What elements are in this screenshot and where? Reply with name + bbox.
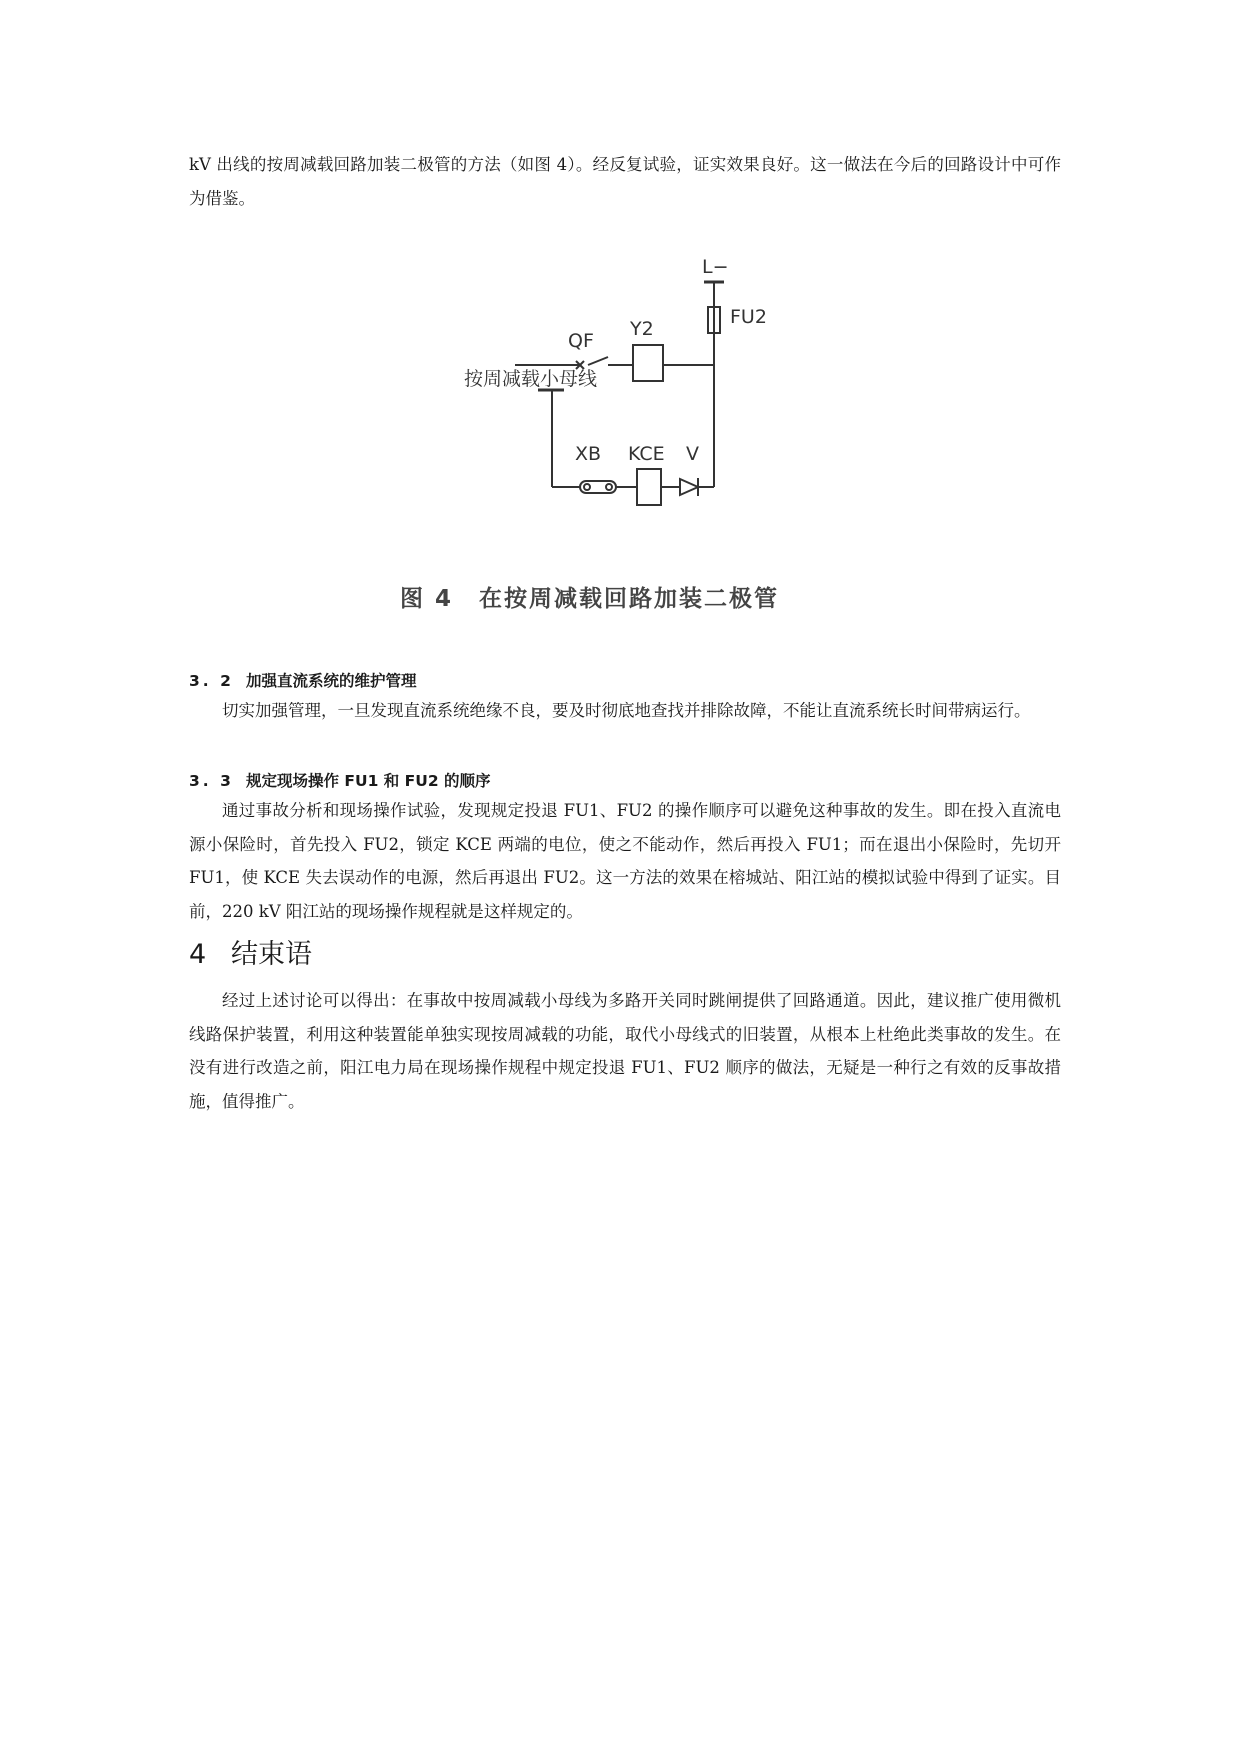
label-coil: Y2: [630, 318, 654, 340]
circuit-diagram-figure-4: [440, 255, 860, 520]
heading-4-title: 结束语: [231, 939, 312, 970]
link-xb-symbol: [580, 481, 616, 493]
heading-4: [189, 938, 312, 972]
label-relay: KCE: [628, 443, 665, 465]
label-bus: L−: [702, 256, 729, 278]
diode-v-symbol: [680, 478, 698, 496]
heading-3-2: [189, 670, 417, 692]
relay-kce-symbol: [637, 469, 661, 505]
paragraph-3-2: 切实加强管理，一旦发现直流系统绝缘不良，要及时彻底地查找并排除故障，不能让直流系统长时间带病运行。: [222, 701, 1031, 720]
heading-3-3-number: 3. 3: [189, 772, 234, 790]
caption-number: 图 4: [400, 586, 454, 612]
label-small-bus: 按周减载小母线: [464, 368, 598, 390]
heading-3-3: [189, 770, 491, 792]
heading-4-number: 4: [189, 939, 207, 970]
caption-text: 在按周减载回路加装二极管: [479, 586, 780, 612]
paragraph-4: 经过上述讨论可以得出：在事故中按周减载小母线为多路开关同时跳闸提供了回路通道。因此，建议推广使用微机线路保护装置，利用这种装置能单独实现按周减载的功能，取代小母线式的旧装置，从根本上杜绝此类事故的发生。在没有进行改造之前，阳江电力局在现场操作规程中规定投退 FU1、FU2 顺序的做法，无疑是一种行之有效的反事故措施，值得推广。: [189, 991, 1061, 1111]
heading-3-3-title: 规定现场操作 FU1 和 FU2 的顺序: [246, 772, 491, 790]
label-diode: V: [686, 443, 699, 465]
breaker-qf-contact: [588, 357, 608, 365]
paragraph-3-3: 通过事故分析和现场操作试验，发现规定投退 FU1、FU2 的操作顺序可以避免这种事故的发生。即在投入直流电源小保险时，首先投入 FU2，锁定 KCE 两端的电位，使之不能动作，然后再投入 FU1；而在退出小保险时，先切开 FU1，使 KCE 失去误动作的电源，然后再退出 FU2。这一方法的效果在榕城站、阳江站的模拟试验中得到了证实。目前，220 kV 阳江站的现场操作规程就是这样规定的。: [189, 801, 1061, 921]
label-breaker: QF: [568, 330, 594, 352]
intro-paragraph: kV 出线的按周减载回路加装二极管的方法（如图 4）。经反复试验，证实效果良好。这一做法在今后的回路设计中可作为借鉴。: [189, 155, 1061, 208]
coil-y2-symbol: [633, 345, 663, 381]
label-fuse: FU2: [730, 306, 767, 328]
label-link: XB: [575, 443, 602, 465]
heading-3-2-title: 加强直流系统的维护管理: [246, 672, 417, 690]
figure-caption: [400, 580, 850, 613]
heading-3-2-number: 3. 2: [189, 672, 234, 690]
